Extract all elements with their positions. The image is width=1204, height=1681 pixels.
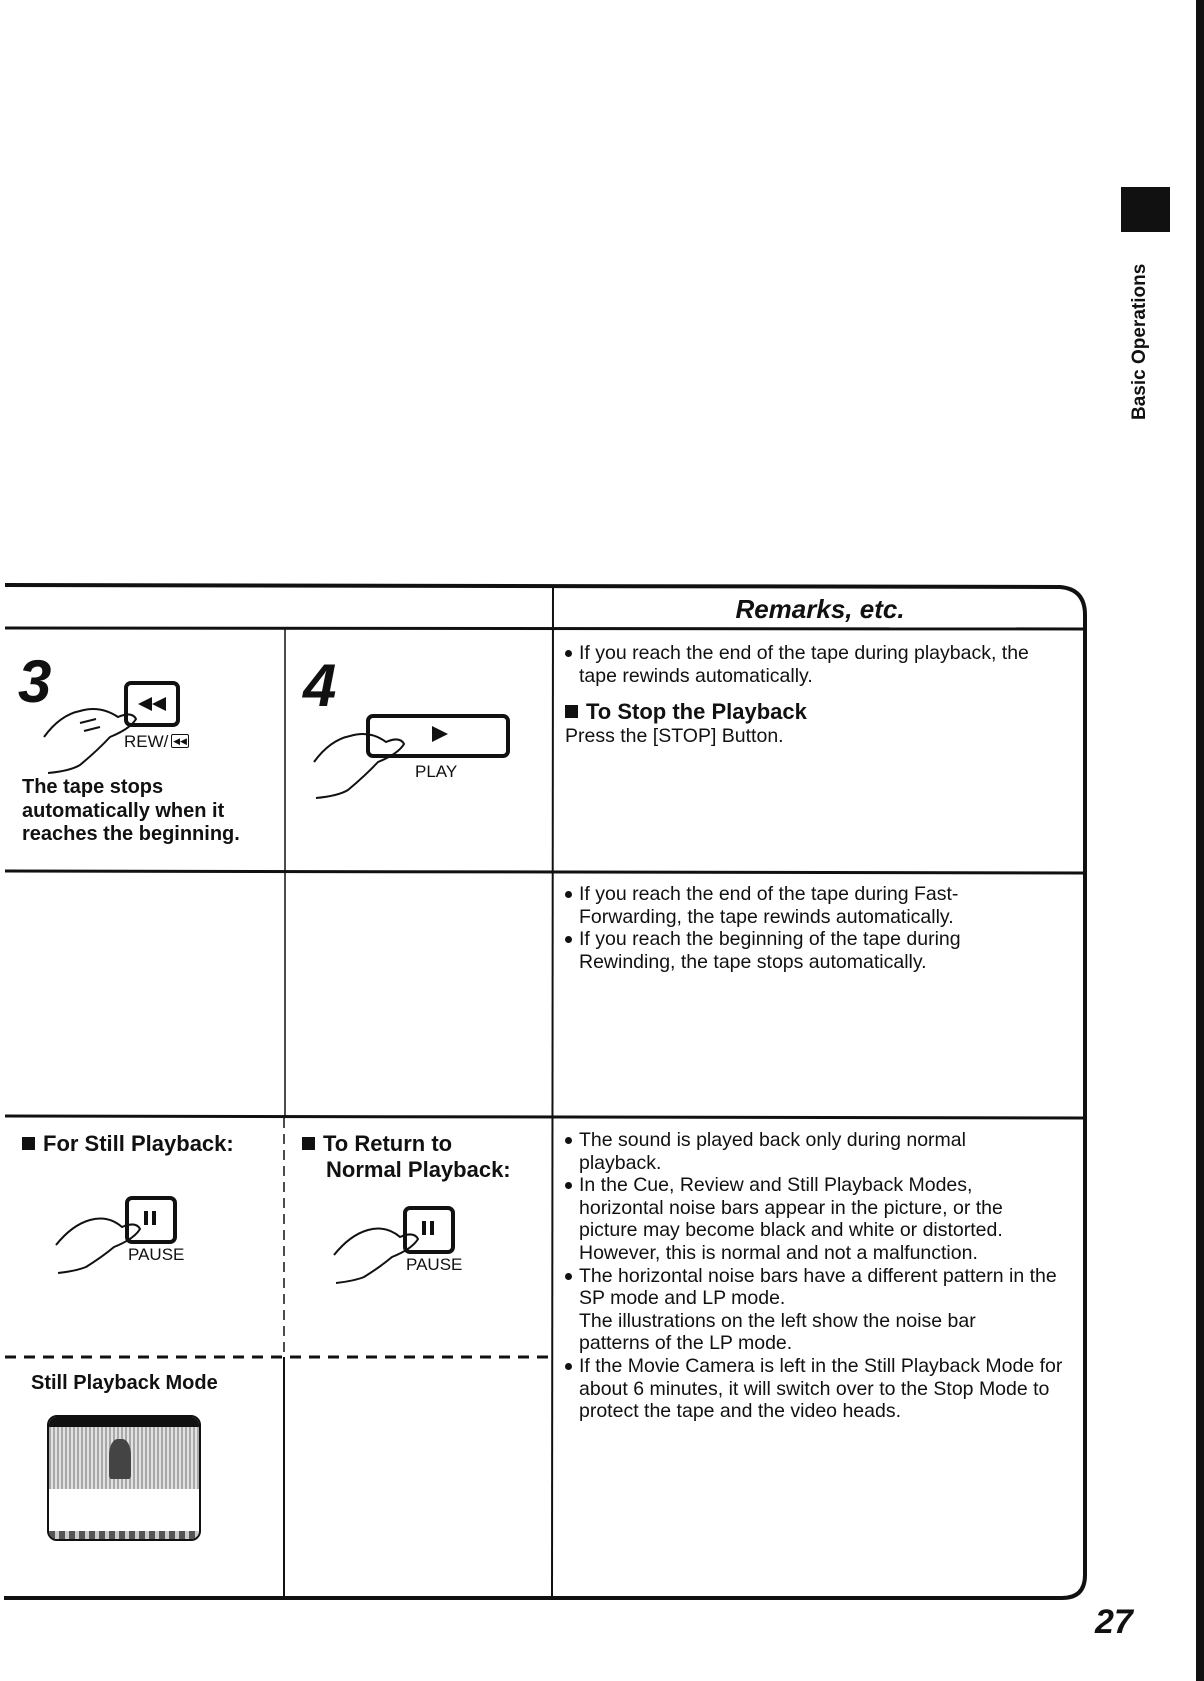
still-picture-thumbnail xyxy=(47,1415,201,1541)
step-number: 3 xyxy=(18,648,52,715)
remarks-row-3 xyxy=(565,1129,1065,1423)
remarks-row-1 xyxy=(565,642,1065,748)
heading-line-1 xyxy=(302,1131,511,1157)
pause-button-label: PAUSE xyxy=(406,1255,463,1274)
heading-text: To Return to xyxy=(323,1131,453,1156)
step-number: 4 xyxy=(303,652,337,719)
remark-bullet: The horizontal noise bars have a different pattern in the SP mode and LP mode. xyxy=(565,1265,1065,1310)
remark-bullet: The sound is played back only during normal playback. xyxy=(565,1129,1065,1174)
caption-line: reaches the beginning. xyxy=(22,823,240,845)
caption-line: automatically when it xyxy=(22,799,225,822)
remark-bullet: If the Movie Camera is left in the Still Playback Mode for about 6 minutes, it will switch over to the Stop Mode to protect the tape and the video heads. xyxy=(565,1355,1065,1423)
square-bullet-icon xyxy=(302,1137,315,1150)
remark-bullet: If you reach the end of the tape during playback, the tape rewinds automatically. xyxy=(565,642,1065,687)
remark-bullet: If you reach the beginning of the tape during Rewinding, the tape stops automatically. xyxy=(565,928,995,973)
heading-text: Normal Playback: xyxy=(326,1157,511,1182)
page-number: 27 xyxy=(1095,1603,1133,1641)
remarks-row-2 xyxy=(565,883,995,973)
section-tab-label: Basic Operations xyxy=(1129,263,1150,420)
square-bullet-icon xyxy=(22,1137,35,1150)
return-normal-heading xyxy=(302,1131,511,1183)
stop-playback-text: Press the [STOP] Button. xyxy=(565,725,784,748)
play-button-illustration xyxy=(310,710,520,810)
square-bullet-icon xyxy=(565,705,578,718)
step-3-caption xyxy=(22,776,240,847)
still-playback-heading xyxy=(22,1131,234,1157)
stop-playback-heading xyxy=(565,699,1065,725)
still-mode-label: Still Playback Mode xyxy=(31,1372,218,1394)
rew-button-label: REW/ xyxy=(124,732,169,751)
pause-button-label: PAUSE xyxy=(128,1245,185,1264)
heading-text: To Stop the Playback xyxy=(586,699,807,725)
remarks-header: Remarks, etc. xyxy=(735,594,905,624)
rew-tape-icon: ◀◀ xyxy=(171,734,189,748)
remark-note: The illustrations on the left show the noise bar patterns of the LP mode. xyxy=(579,1309,976,1355)
remark-bullet: In the Cue, Review and Still Playback Modes, horizontal noise bars appear in the picture, or the picture may become black and white or distorted. However, this is normal and not a malfunction. xyxy=(565,1174,1065,1264)
heading-text: For Still Playback: xyxy=(43,1131,234,1156)
play-button-label: PLAY xyxy=(415,762,458,781)
remark-bullet: If you reach the end of the tape during Fast-Forwarding, the tape rewinds automatically. xyxy=(565,883,995,928)
caption-line: The tape stops xyxy=(22,776,164,798)
